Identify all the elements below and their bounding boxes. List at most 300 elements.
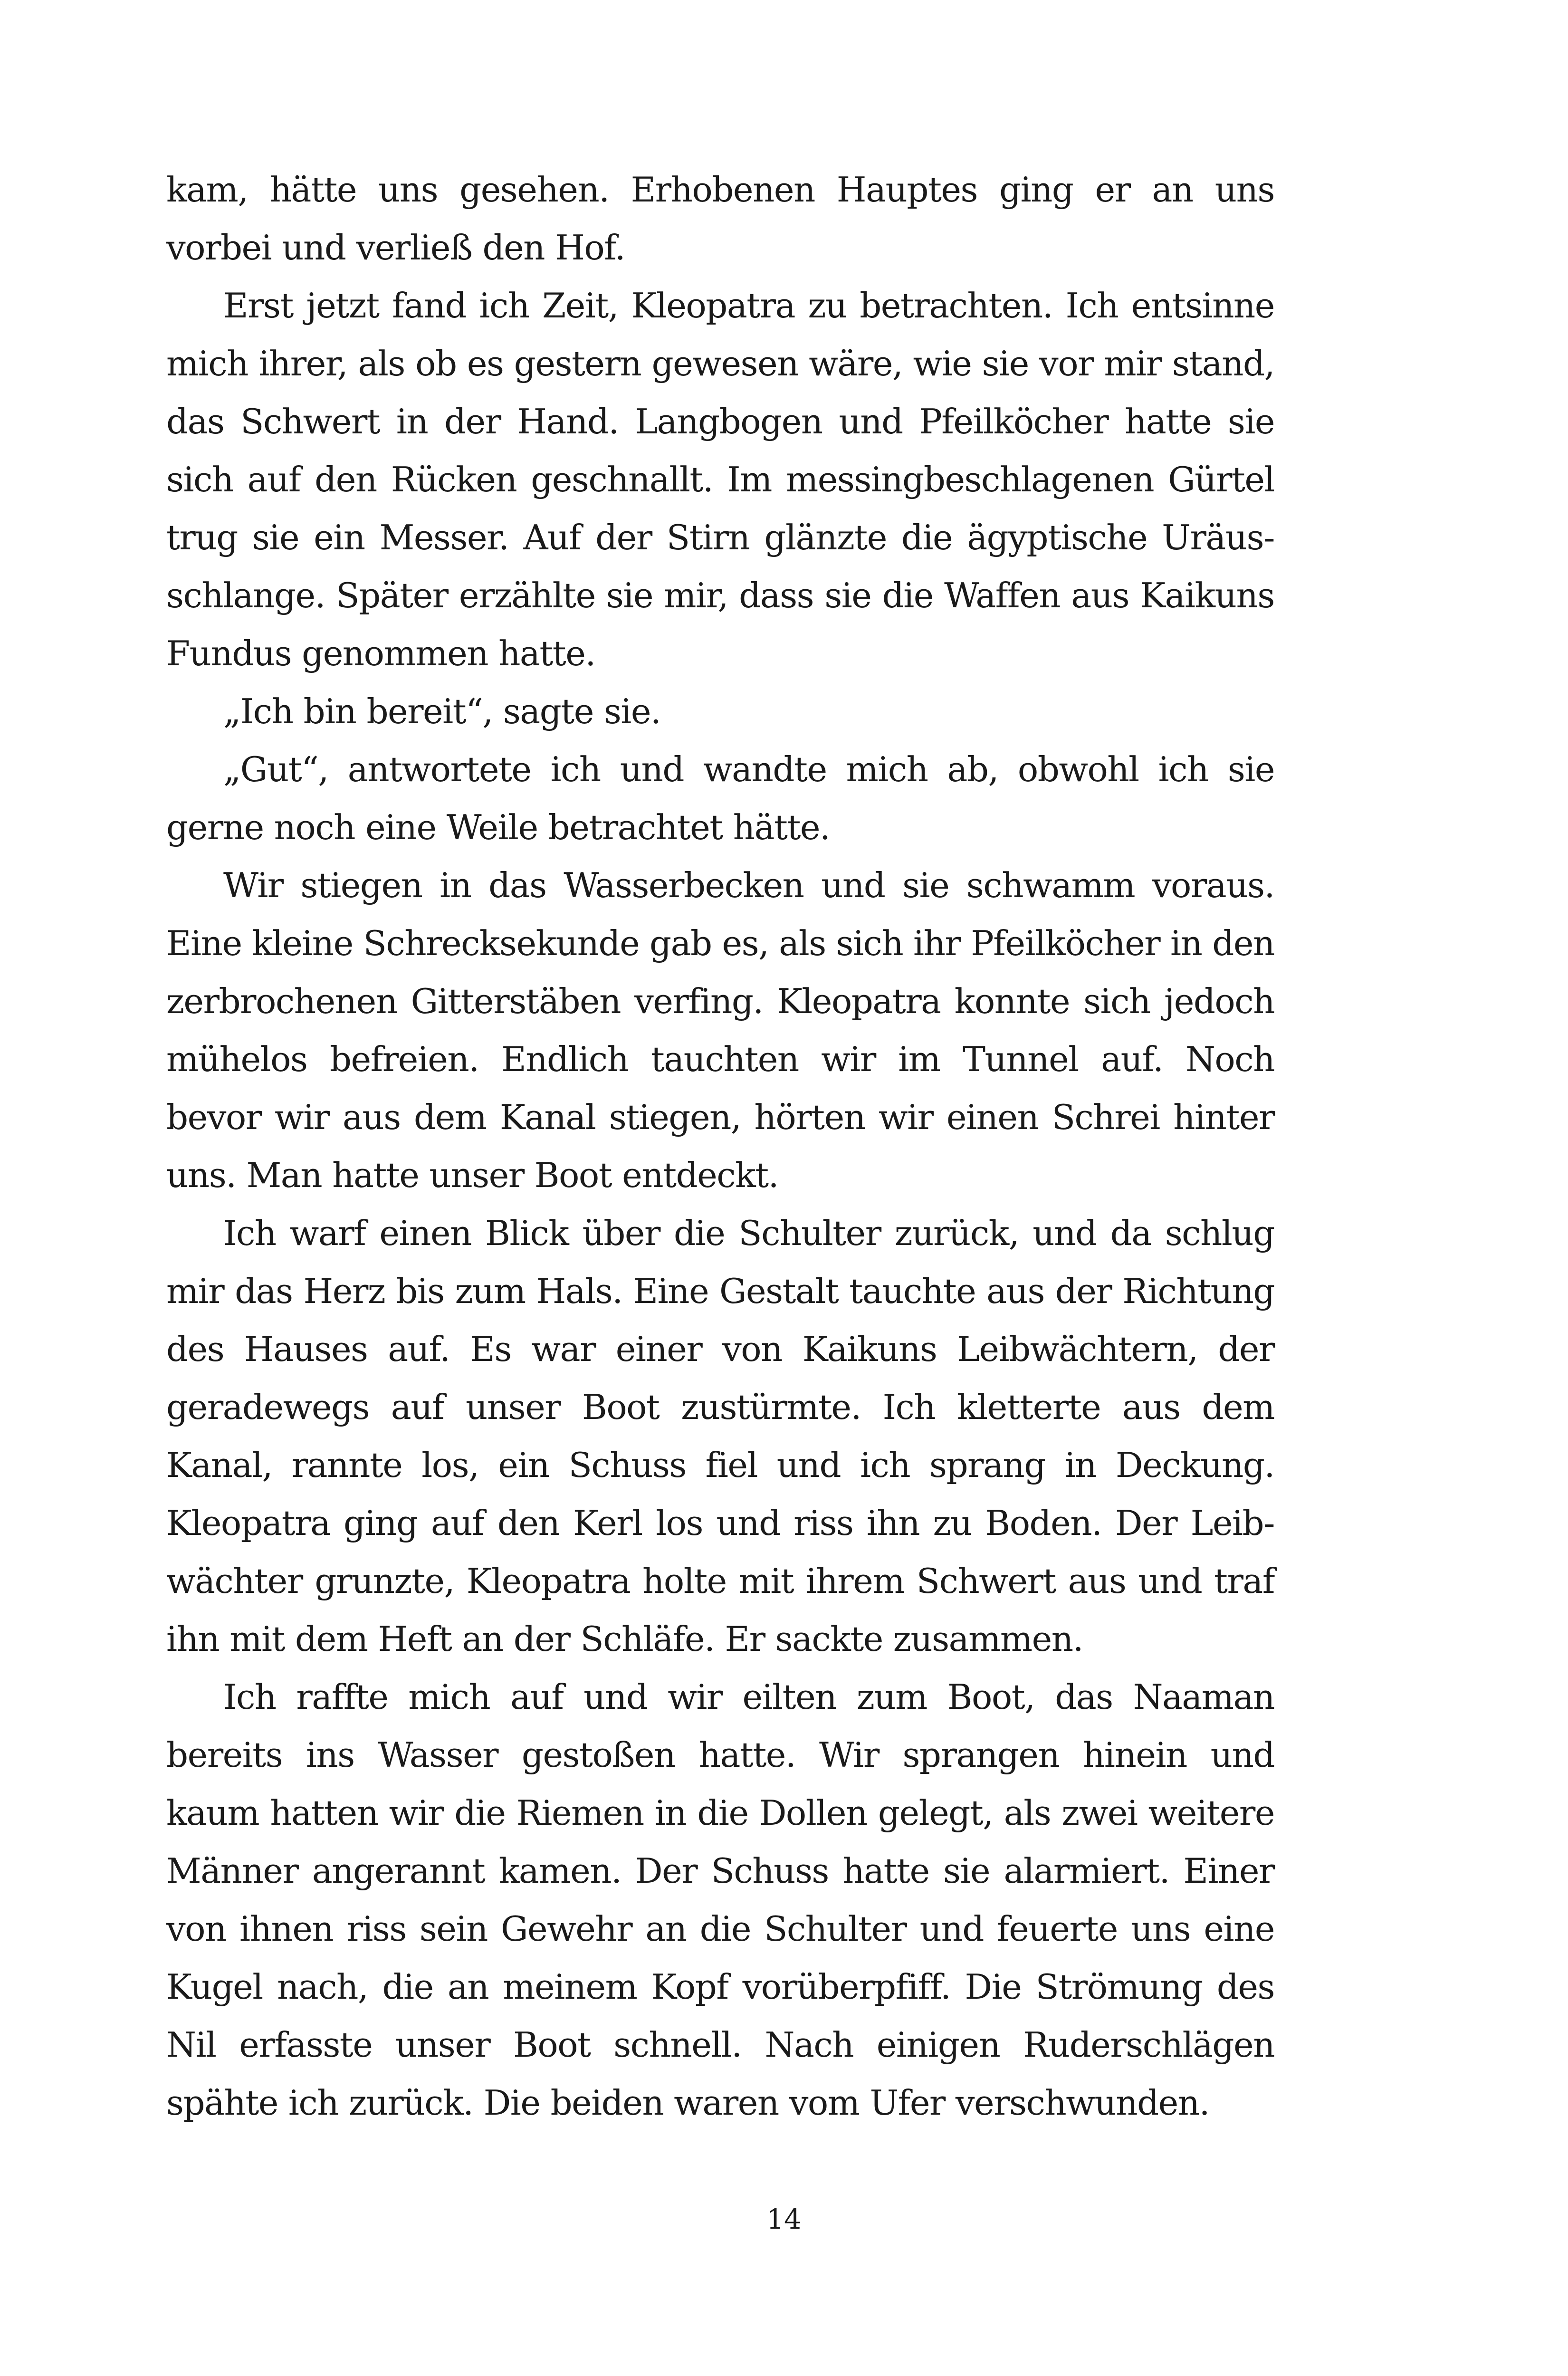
word: genommen <box>302 633 488 673</box>
word: die <box>699 1909 751 1949</box>
word: sie <box>1227 402 1274 441</box>
word: mich <box>166 344 248 383</box>
text-line <box>166 566 1274 624</box>
paragraph <box>166 682 1274 740</box>
word: an <box>462 1619 503 1659</box>
word: und <box>919 1909 984 1949</box>
word: das <box>166 402 224 441</box>
word: in <box>1170 923 1202 963</box>
word: hörten <box>754 1097 865 1137</box>
word: Die <box>965 1967 1022 2007</box>
word: unser <box>429 1155 524 1195</box>
word: wie <box>913 344 972 383</box>
text-line <box>166 1378 1274 1436</box>
word: in <box>1064 1445 1097 1485</box>
word: zustürmte. <box>681 1387 861 1427</box>
word: und <box>716 1503 780 1543</box>
text-line <box>166 161 1274 219</box>
word: aus <box>1122 1387 1180 1427</box>
word: stand, <box>1172 344 1274 383</box>
word: Schuss <box>711 1851 829 1891</box>
word: Man <box>246 1155 322 1195</box>
word: tauchte <box>849 1271 976 1311</box>
word: es, <box>722 923 769 963</box>
word: ein <box>498 1445 549 1485</box>
word: Wasserbecken <box>564 865 804 905</box>
word: Schwert <box>916 1561 1056 1601</box>
text-line <box>166 740 1274 798</box>
word: ägyptische <box>967 517 1147 557</box>
word: Heft <box>378 1619 452 1659</box>
word: Auf <box>523 517 581 557</box>
word: Pfeilköcher <box>919 402 1109 441</box>
word: beiden <box>550 2083 664 2123</box>
word: betrachten. <box>860 286 1053 326</box>
word: Hand. <box>517 402 619 441</box>
word: den <box>1212 923 1274 963</box>
word: hätte. <box>733 807 830 847</box>
word: und <box>1210 1735 1274 1775</box>
word: alarmiert. <box>1004 1851 1169 1891</box>
word: erfasste <box>239 2025 373 2065</box>
word: Boden. <box>985 1503 1102 1543</box>
word: Ufer <box>870 2083 945 2123</box>
word: und <box>620 749 684 789</box>
word: unser <box>395 2025 490 2065</box>
word: wandte <box>703 749 827 789</box>
word: die <box>454 1793 506 1833</box>
word: Hals. <box>536 1271 622 1311</box>
word: der <box>1218 1329 1274 1369</box>
word: obwohl <box>1017 749 1139 789</box>
word: im <box>898 1039 940 1079</box>
word: als <box>779 923 826 963</box>
word: Waffen <box>944 575 1061 615</box>
word: schlange. <box>166 575 325 615</box>
word: Naaman <box>1133 1677 1274 1717</box>
word: Kleopatra <box>166 1503 330 1543</box>
text-line <box>166 1958 1274 2016</box>
word: Kaikuns <box>802 1329 937 1369</box>
word: über <box>582 1213 660 1253</box>
word: nach, <box>277 1967 368 2007</box>
word: Er <box>725 1619 765 1659</box>
word: Herz <box>303 1271 385 1311</box>
word: die <box>901 517 953 557</box>
word: verschwunden. <box>955 2083 1210 2123</box>
word: antwortete <box>347 749 531 789</box>
text-line <box>166 1494 1274 1552</box>
word: hatte <box>842 1851 929 1891</box>
word: Hauptes <box>836 170 977 210</box>
word: die <box>674 1213 725 1253</box>
text-line <box>166 1320 1274 1378</box>
text-line <box>166 1668 1274 1726</box>
paragraph <box>166 161 1274 277</box>
word: Der <box>635 1851 698 1891</box>
word: kleine <box>252 923 353 963</box>
word: der <box>444 402 501 441</box>
word: waren <box>674 2083 779 2123</box>
word: meinem <box>503 1967 637 2007</box>
word: Schrecksekunde <box>363 923 640 963</box>
word: ihn <box>866 1503 920 1543</box>
word: warf <box>289 1213 366 1253</box>
word: der <box>513 1619 570 1659</box>
word: in <box>396 402 428 441</box>
word: den <box>497 1503 560 1543</box>
text-line <box>166 277 1274 335</box>
word: Männer <box>166 1851 298 1891</box>
word: hätte <box>269 170 356 210</box>
word: ob <box>415 344 457 383</box>
word: ich <box>550 749 601 789</box>
word: hatte. <box>498 633 595 673</box>
word: vorüberpfiff. <box>742 1967 951 2007</box>
text-line <box>166 1204 1274 1262</box>
text-line <box>166 856 1274 914</box>
word: vom <box>789 2083 860 2123</box>
text-line <box>166 1146 1274 1204</box>
text-line <box>166 2074 1274 2132</box>
word: dem <box>414 1097 487 1137</box>
word: dem <box>1202 1387 1274 1427</box>
text-line <box>166 798 1274 856</box>
word: zurück. <box>349 2083 473 2123</box>
word: eilten <box>742 1677 837 1717</box>
word: kam, <box>166 170 248 210</box>
word: Kanal, <box>166 1445 272 1485</box>
word: Leib- <box>1190 1503 1274 1543</box>
word: fand <box>392 286 466 326</box>
word: Kleopatra <box>631 286 795 326</box>
word: Im <box>727 460 772 499</box>
word: und <box>839 402 903 441</box>
word: da <box>1110 1213 1151 1253</box>
word: Ich <box>1065 286 1119 326</box>
paragraph <box>166 1668 1274 2132</box>
word: Nach <box>765 2025 854 2065</box>
word: als <box>1004 1793 1051 1833</box>
word: bereit“, <box>366 691 493 731</box>
word: zurück, <box>894 1213 1019 1253</box>
word: messingbeschlagenen <box>785 460 1154 499</box>
word: Schrei <box>1052 1097 1160 1137</box>
word: glänzte <box>764 517 887 557</box>
paragraph <box>166 277 1274 682</box>
word: auf. <box>1101 1039 1163 1079</box>
word: entdeckt. <box>622 1155 779 1195</box>
word: ihrer, <box>258 344 348 383</box>
word: in <box>654 1793 687 1833</box>
word: trug <box>166 517 238 557</box>
word: Gestalt <box>719 1271 839 1311</box>
word: raffte <box>296 1677 388 1717</box>
word: des <box>1216 1967 1274 2007</box>
word: Stirn <box>666 517 750 557</box>
text-line <box>166 393 1274 450</box>
word: Kleopatra <box>776 981 941 1021</box>
word: ihnen <box>239 1909 334 1949</box>
word: dem <box>295 1619 368 1659</box>
word: mit <box>229 1619 285 1659</box>
word: Später <box>336 575 448 615</box>
word: ihn <box>166 1619 220 1659</box>
word: los <box>656 1503 703 1543</box>
word: Schuss <box>568 1445 686 1485</box>
text-line <box>166 219 1274 277</box>
word: Ich <box>223 1677 276 1717</box>
word: das <box>235 1271 293 1311</box>
word: Wasser <box>378 1735 498 1775</box>
word: Einer <box>1183 1851 1274 1891</box>
word: und <box>282 228 346 268</box>
word: einen <box>946 1097 1039 1137</box>
word: Boot <box>582 1387 660 1427</box>
word: Erhobenen <box>631 170 815 210</box>
word: einigen <box>876 2025 1000 2065</box>
word: jedoch <box>1164 981 1274 1021</box>
text-line <box>166 1726 1274 1784</box>
word: schnell. <box>613 2025 742 2065</box>
body-text <box>166 161 1274 2156</box>
text-line <box>166 450 1274 508</box>
word: „Ich <box>223 691 293 731</box>
word: weitere <box>1148 1793 1274 1833</box>
word: sackte <box>775 1619 883 1659</box>
word: voraus. <box>1152 865 1274 905</box>
word: eine <box>1204 1909 1274 1949</box>
word: aus <box>986 1271 1044 1311</box>
word: gelegt, <box>878 1793 993 1833</box>
word: Kopf <box>651 1967 728 2007</box>
word: und <box>1033 1213 1097 1253</box>
word: schlug <box>1165 1213 1274 1253</box>
word: sie <box>902 865 949 905</box>
word: zerbrochenen <box>166 981 397 1021</box>
word: Erst <box>223 286 293 326</box>
word: auf. <box>388 1329 450 1369</box>
word: hinter <box>1173 1097 1274 1137</box>
word: Der <box>1115 1503 1177 1543</box>
word: schwamm <box>966 865 1135 905</box>
word: und <box>1138 1561 1202 1601</box>
word: unser <box>465 1387 561 1427</box>
word: an <box>645 1909 687 1949</box>
word: in <box>440 865 471 905</box>
word: fiel <box>705 1445 757 1485</box>
word: hatte. <box>698 1735 796 1775</box>
word: es <box>467 344 504 383</box>
word: aus <box>1071 575 1129 615</box>
word: Fundus <box>166 633 292 673</box>
word: sie <box>252 517 299 557</box>
word: Endlich <box>501 1039 629 1079</box>
word: kletterte <box>956 1387 1101 1427</box>
word: mir <box>166 1271 224 1311</box>
text-line <box>166 1842 1274 1900</box>
word: als <box>358 344 405 383</box>
word: sich <box>166 460 233 499</box>
word: Uräus- <box>1162 517 1274 557</box>
text-line <box>166 508 1274 566</box>
word: das <box>1055 1677 1113 1717</box>
word: ich <box>1158 749 1208 789</box>
word: gab <box>650 923 712 963</box>
word: kamen. <box>498 1851 621 1891</box>
word: wir <box>878 1097 933 1137</box>
word: Hof. <box>555 228 625 268</box>
word: Boot, <box>947 1677 1035 1717</box>
text-line <box>166 1552 1274 1610</box>
word: von <box>722 1329 782 1369</box>
word: dass <box>739 575 814 615</box>
word: Boot <box>513 2025 591 2065</box>
word: entsinne <box>1131 286 1274 326</box>
text-line <box>166 1262 1274 1320</box>
word: uns <box>1131 1909 1191 1949</box>
text-line <box>166 1436 1274 1494</box>
word: Riemen <box>516 1793 644 1833</box>
word: konnte <box>954 981 1070 1021</box>
word: mir <box>1104 344 1162 383</box>
word: Rücken <box>391 460 517 499</box>
text-line <box>166 624 1274 682</box>
word: sagte <box>503 691 593 731</box>
word: wir <box>274 1097 329 1137</box>
word: einen <box>379 1213 471 1253</box>
text-line <box>166 914 1274 972</box>
word: Messer. <box>379 517 509 557</box>
text-line <box>166 1088 1274 1146</box>
word: gewesen <box>651 344 798 383</box>
paragraph <box>166 1204 1274 1668</box>
word: sie <box>943 1851 990 1891</box>
word: bevor <box>166 1097 261 1137</box>
word: Kugel <box>166 1967 263 2007</box>
word: rannte <box>291 1445 402 1485</box>
word: wir <box>668 1677 722 1717</box>
word: los, <box>421 1445 479 1485</box>
word: hatte <box>1124 402 1212 441</box>
word: riss <box>794 1503 853 1543</box>
word: zum <box>455 1271 526 1311</box>
word: Gürtel <box>1168 460 1274 499</box>
word: zu <box>808 286 847 326</box>
word: Schwert <box>240 402 380 441</box>
word: Tunnel <box>962 1039 1079 1079</box>
word: hinein <box>1083 1735 1187 1775</box>
word: uns. <box>166 1155 236 1195</box>
word: Kleopatra <box>466 1561 631 1601</box>
word: die <box>697 1793 748 1833</box>
word: und <box>776 1445 841 1485</box>
word: gestern <box>514 344 641 383</box>
word: sprang <box>929 1445 1045 1485</box>
word: das <box>488 865 546 905</box>
word: traf <box>1214 1561 1274 1601</box>
word: kaum <box>166 1793 259 1833</box>
word: Pfeilköcher <box>971 923 1160 963</box>
word: ihrem <box>805 1561 905 1601</box>
word: stiegen, <box>609 1097 741 1137</box>
word: die <box>382 1967 433 2007</box>
word: mich <box>846 749 928 789</box>
word: Nil <box>166 2025 216 2065</box>
word: Richtung <box>1122 1271 1274 1311</box>
word: Eine <box>633 1271 709 1311</box>
word: ich <box>860 1445 910 1485</box>
word: sie <box>982 344 1029 383</box>
word: Es <box>470 1329 511 1369</box>
text-line <box>166 972 1274 1030</box>
word: wäre, <box>809 344 903 383</box>
word: mir, <box>664 575 728 615</box>
text-line <box>166 335 1274 393</box>
word: Ich <box>882 1387 936 1427</box>
word: gerne <box>166 807 264 847</box>
word: noch <box>274 807 355 847</box>
word: aus <box>1068 1561 1126 1601</box>
word: an <box>1152 170 1193 210</box>
word: eine <box>365 807 436 847</box>
word: auf <box>391 1387 444 1427</box>
word: vorbei <box>166 228 272 268</box>
word: Kerl <box>573 1503 642 1543</box>
word: hatte <box>332 1155 419 1195</box>
text-line <box>166 1030 1274 1088</box>
word: sie <box>1227 749 1274 789</box>
word: befreien. <box>329 1039 479 1079</box>
word: er <box>1095 170 1130 210</box>
paragraph <box>166 740 1274 856</box>
word: auf <box>430 1503 484 1543</box>
word: hatten <box>270 1793 378 1833</box>
word: jetzt <box>306 286 379 326</box>
word: angerannt <box>312 1851 485 1891</box>
word: des <box>166 1329 224 1369</box>
word: die <box>882 575 933 615</box>
word: uns <box>378 170 438 210</box>
word: wir <box>389 1793 444 1833</box>
paragraph <box>166 856 1274 1204</box>
word: Eine <box>166 923 242 963</box>
word: Ruderschlägen <box>1023 2025 1274 2065</box>
word: zusammen. <box>893 1619 1083 1659</box>
word: zu <box>933 1503 972 1543</box>
word: einer <box>615 1329 702 1369</box>
word: bereits <box>166 1735 283 1775</box>
word: Schulter <box>764 1909 907 1949</box>
text-line <box>166 1610 1274 1668</box>
word: sprangen <box>902 1735 1060 1775</box>
word: Die <box>483 2083 540 2123</box>
word: mühelos <box>166 1039 307 1079</box>
word: gestoßen <box>521 1735 675 1775</box>
word: Wir <box>819 1735 879 1775</box>
word: Wir <box>223 865 283 905</box>
text-line <box>166 1900 1274 1958</box>
word: zwei <box>1061 1793 1138 1833</box>
word: ein <box>314 517 365 557</box>
word: war <box>531 1329 596 1369</box>
word: feuerte <box>997 1909 1118 1949</box>
word: Schulter <box>738 1213 881 1253</box>
word: den <box>315 460 377 499</box>
word: auf <box>510 1677 564 1717</box>
word: aus <box>342 1097 401 1137</box>
word: grunzte, <box>315 1561 455 1601</box>
